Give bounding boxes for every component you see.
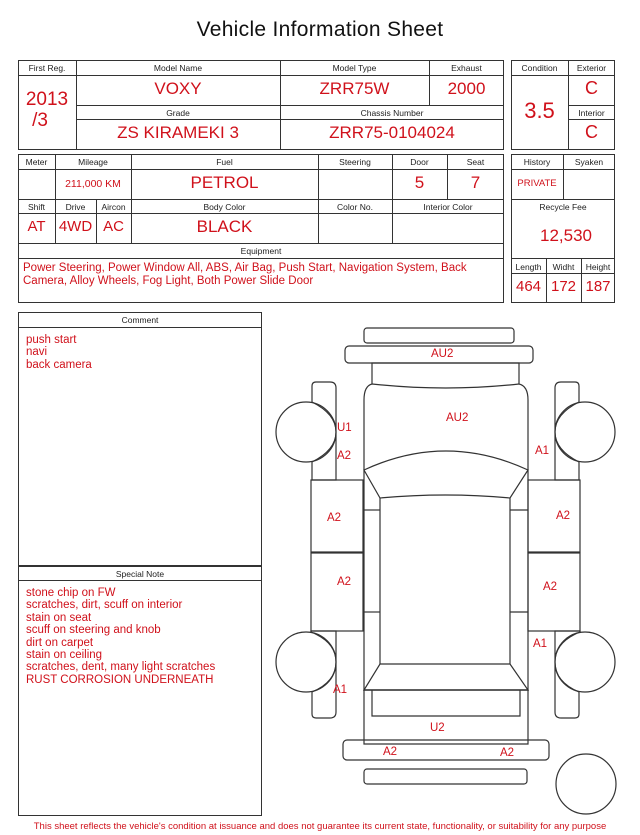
exhaust-label: Exhaust xyxy=(451,63,482,73)
history-label: History xyxy=(523,157,551,167)
model-name-label: Model Name xyxy=(153,63,203,73)
mark-right-slide-door: A2 xyxy=(543,581,558,593)
condition-grade: 3.5 xyxy=(524,98,555,123)
mark-rear-bumper-right: A2 xyxy=(500,747,515,759)
disclaimer-footer: This sheet reflects the vehicle's condition at issuance and does not guarantee its current state, functionality, or suitability for any purpose xyxy=(33,821,607,832)
exhaust-value: 2000 xyxy=(447,79,486,98)
comment-label: Comment xyxy=(121,315,159,325)
left-front-fender xyxy=(312,382,336,480)
first-reg-label: First Reg. xyxy=(28,63,66,73)
height-label: Height xyxy=(585,262,611,272)
fuel-label: Fuel xyxy=(216,157,233,167)
bonnet-line xyxy=(372,384,519,388)
mark-back-door: U2 xyxy=(430,722,445,734)
mark-front-right-fender: A1 xyxy=(535,445,550,457)
mark-left-front-door: A2 xyxy=(327,512,342,524)
front-bumper xyxy=(364,328,514,343)
recycle-fee-value: 12,530 xyxy=(540,226,592,245)
syaken-label: Syaken xyxy=(574,157,604,167)
body-color-label: Body Color xyxy=(203,202,246,212)
equipment-label: Equipment xyxy=(240,246,282,256)
rear-window xyxy=(364,664,528,690)
mark-rear-bumper-left: A2 xyxy=(383,746,398,758)
length-label: Length xyxy=(515,262,542,272)
chassis-number-value: ZRR75-0104024 xyxy=(329,123,455,142)
rear-bumper-lower xyxy=(364,769,527,784)
left-slide-door xyxy=(311,553,363,631)
drive-label: Drive xyxy=(65,202,86,212)
model-type-label: Model Type xyxy=(332,63,377,73)
drive-value: 4WD xyxy=(58,218,93,235)
windshield xyxy=(364,451,528,498)
rear-bumper xyxy=(343,740,549,760)
door-value: 5 xyxy=(414,173,425,192)
color-no-label: Color No. xyxy=(337,202,373,212)
condition-label: Condition xyxy=(521,63,558,73)
model-type-value: ZRR75W xyxy=(319,79,390,98)
seat-label: Seat xyxy=(466,157,485,167)
tyre-front-right xyxy=(555,402,615,462)
seat-value: 7 xyxy=(470,173,481,192)
history-value: PRIVATE xyxy=(517,178,557,189)
first-reg-year: 2013 xyxy=(25,89,69,110)
shift-value: AT xyxy=(27,218,46,235)
door-label: Door xyxy=(410,157,429,167)
model-name-value: VOXY xyxy=(154,79,202,98)
right-front-door xyxy=(528,480,580,552)
tyre-spare xyxy=(556,754,616,814)
mark-front-left-fender: U1 xyxy=(337,422,352,434)
right-front-fender xyxy=(555,382,579,480)
equipment-value: Power Steering, Power Window All, ABS, Air Bag, Push Start, Navigation System, Back Camera, Alloy Wheels, Fog Light, Both Power Slide Door xyxy=(23,262,467,287)
mark-right-rear-quarter: A1 xyxy=(533,638,548,650)
tailgate xyxy=(364,690,528,744)
shift-label: Shift xyxy=(27,202,45,212)
height-value: 187 xyxy=(585,278,611,295)
first-reg-month: /3 xyxy=(32,110,48,131)
mileage-value: 211,000 KM xyxy=(65,178,121,190)
chassis-number-label: Chassis Number xyxy=(360,108,424,118)
grade-label: Grade xyxy=(166,108,190,118)
interior-grade: C xyxy=(585,122,598,142)
aircon-value: AC xyxy=(103,218,124,235)
exterior-label: Exterior xyxy=(576,63,607,73)
mark-left-rear-quarter: A1 xyxy=(333,684,348,696)
width-value: 172 xyxy=(550,278,577,295)
special-note-label: Special Note xyxy=(115,569,165,579)
comment-text: push start navi back camera xyxy=(26,334,92,371)
meter-label: Meter xyxy=(25,157,48,167)
steering-label: Steering xyxy=(339,157,371,167)
special-note-text: stone chip on FW scratches, dirt, scuff on interior stain on seat scuff on steering and knob dirt on carpet stain on ceiling scratches, dent, many light scratches RUST CORROSION UNDERNEATH xyxy=(26,587,216,686)
tailgate-upper xyxy=(372,690,520,716)
aircon-label: Aircon xyxy=(101,202,126,212)
grade-value: ZS KIRAMEKI 3 xyxy=(117,123,239,142)
width-label: Widht xyxy=(552,262,575,272)
mark-roof-front: AU2 xyxy=(431,348,454,360)
length-value: 464 xyxy=(515,278,542,295)
mark-front-left-fender-2: A2 xyxy=(337,450,352,462)
mark-left-slide-door: A2 xyxy=(337,576,352,588)
page-title: Vehicle Information Sheet xyxy=(196,18,444,41)
exterior-grade: C xyxy=(585,78,598,98)
mark-right-front-door: A2 xyxy=(556,510,571,522)
tyre-front-left xyxy=(276,402,336,462)
right-rear-quarter xyxy=(555,631,580,718)
mileage-label: Mileage xyxy=(78,157,108,167)
interior-label: Interior xyxy=(578,108,605,118)
fuel-value: PETROL xyxy=(190,173,259,192)
interior-color-label: Interior Color xyxy=(423,202,473,212)
recycle-fee-label: Recycle Fee xyxy=(539,202,587,212)
mark-roof: AU2 xyxy=(446,412,469,424)
left-rear-quarter xyxy=(311,631,336,718)
body-color-value: BLACK xyxy=(196,217,253,236)
